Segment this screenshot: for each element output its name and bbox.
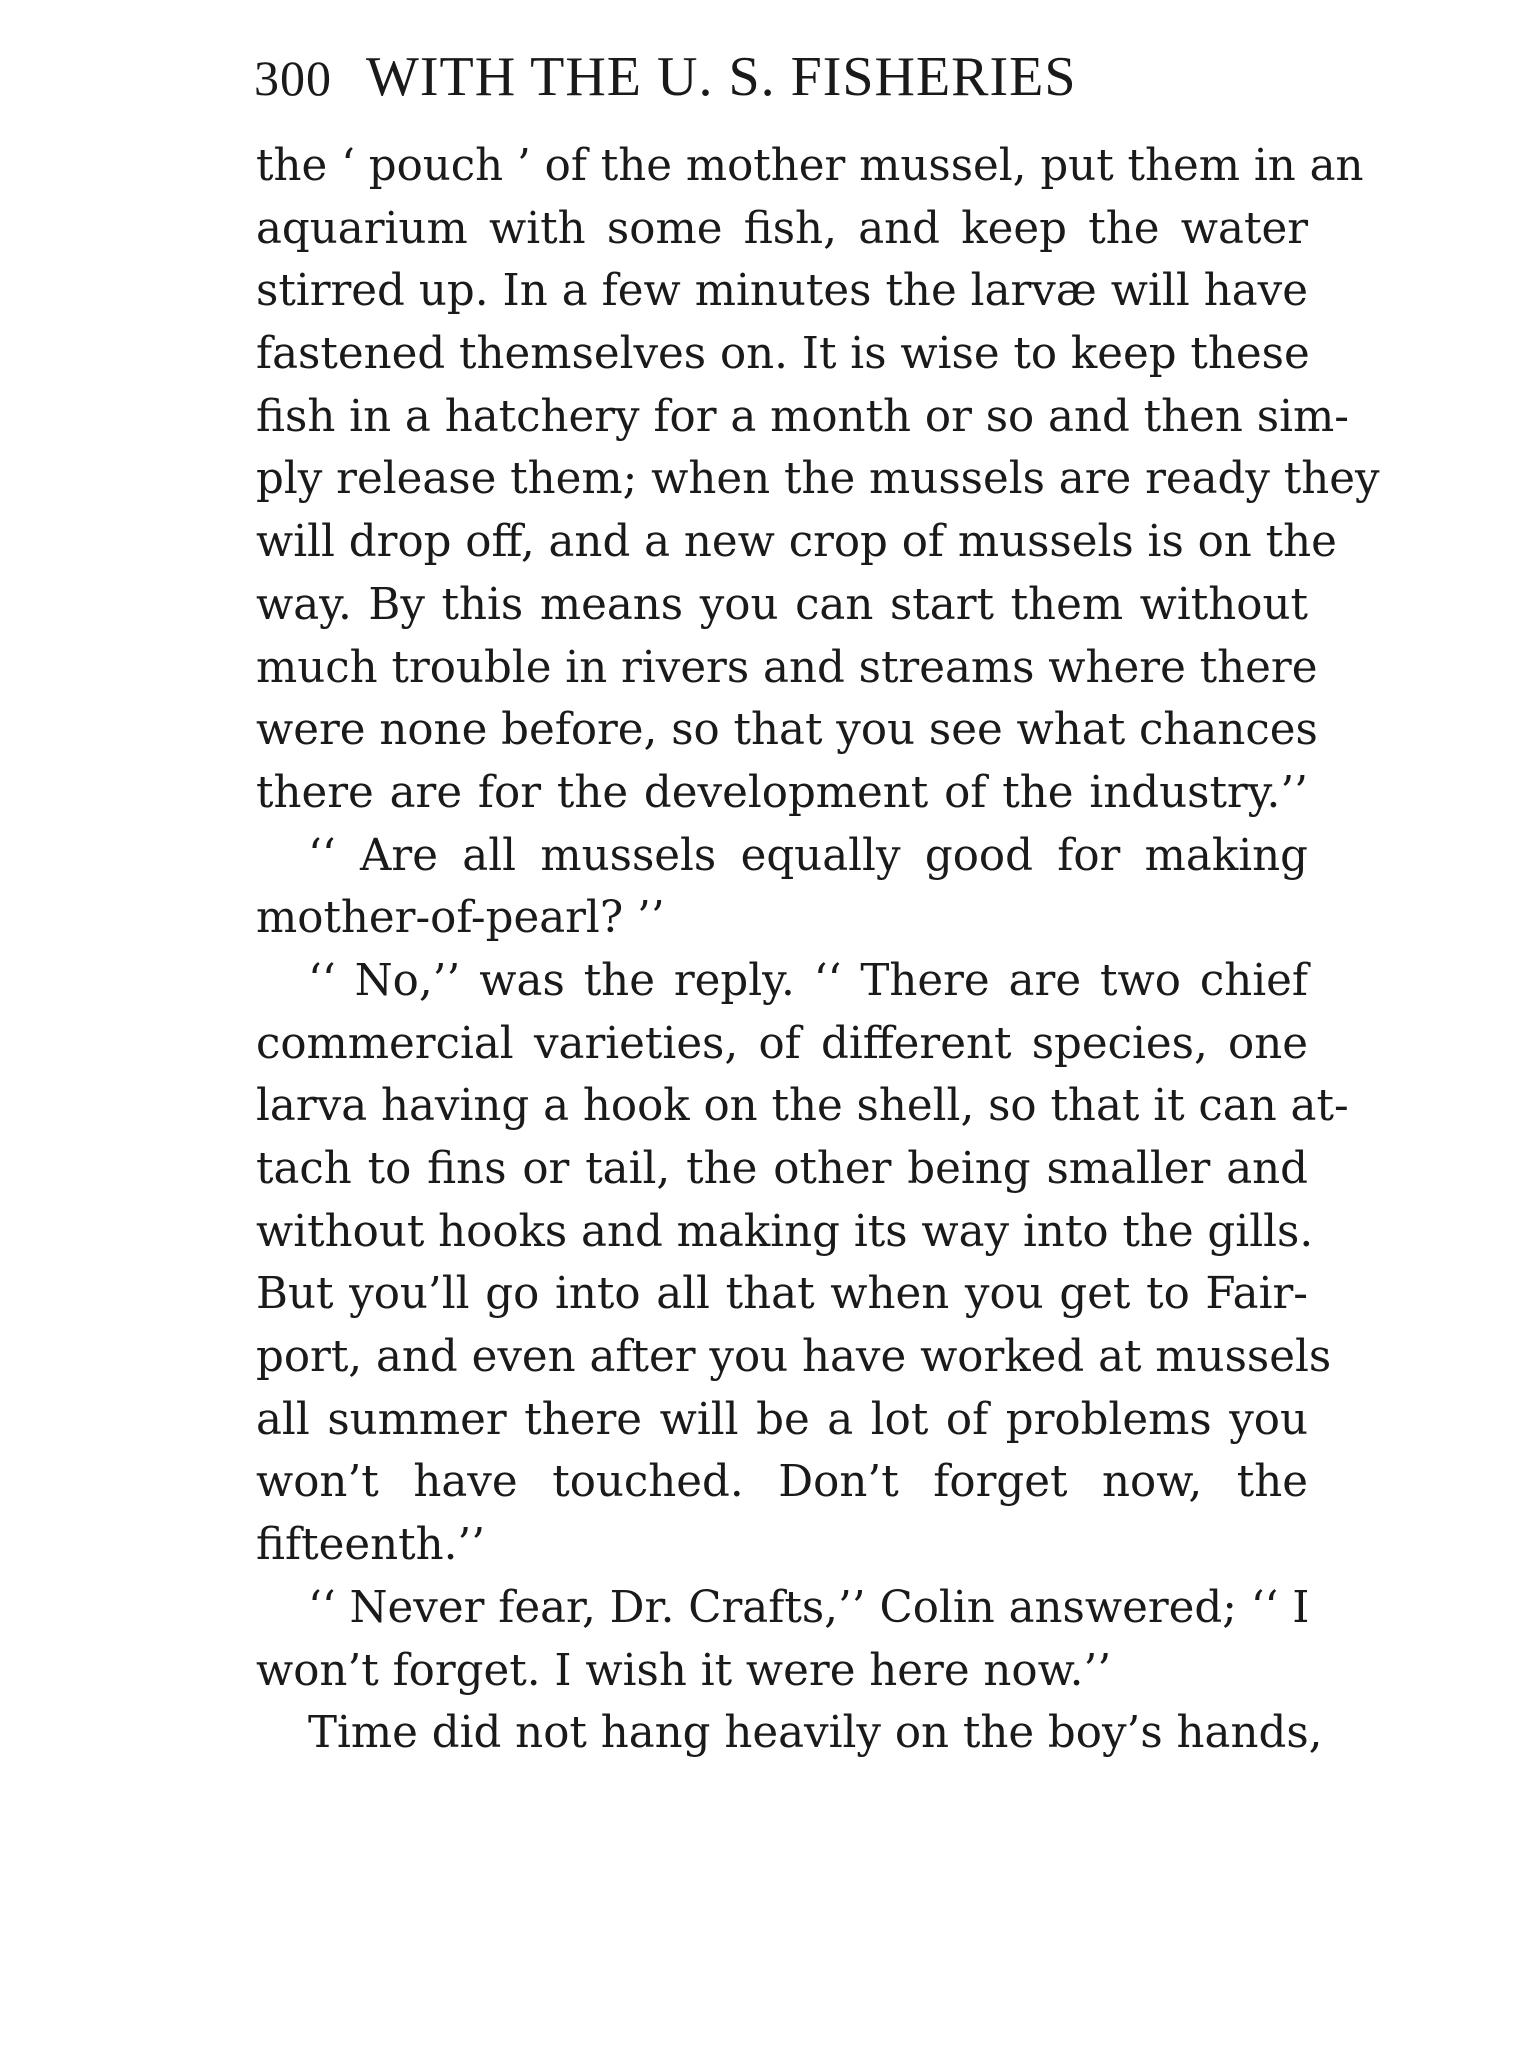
text-line: port, and even after you have worked at mussels (256, 1332, 1332, 1383)
running-title: WITH THE U. S. FISHERIES (366, 46, 1077, 108)
text-line: fastened themselves on. It is wise to keep these (256, 329, 1310, 380)
text-line: won’t forget. I wish it were here now.’’ (256, 1645, 1112, 1696)
text-line: ply release them; when the mussels are ready they (256, 454, 1380, 505)
text-line: fifteenth.’’ (256, 1520, 486, 1571)
text-line: without hooks and making its way into the gills. (256, 1206, 1314, 1257)
text-line: stirred up. In a few minutes the larvæ will have (256, 266, 1308, 317)
text-line: fish in a hatchery for a month or so and then sim- (256, 391, 1349, 442)
text-line: ‘‘ Are all mussels equally good for making (308, 830, 1308, 881)
text-line: much trouble in rivers and streams where there (256, 642, 1318, 693)
text-line: there are for the development of the industry.’’ (256, 767, 1308, 818)
text-line: way. By this means you can start them without (256, 579, 1308, 630)
running-header (254, 42, 1314, 113)
text-line: aquarium with some fish, and keep the water (256, 203, 1308, 254)
text-line: will drop off, and a new crop of mussels is on the (256, 517, 1337, 568)
text-line: ‘‘ No,’’ was the reply. ‘‘ There are two chief (308, 955, 1308, 1006)
text-line: mother-of-pearl? ’’ (256, 893, 665, 944)
text-line: larva having a hook on the shell, so that it can at- (256, 1081, 1349, 1132)
page-number: 300 (254, 50, 332, 106)
text-line: commercial varieties, of different species, one (256, 1018, 1308, 1069)
text-line: But you’ll go into all that when you get to Fair- (256, 1269, 1308, 1320)
text-line: ‘‘ Never fear, Dr. Crafts,’’ Colin answered; ‘‘ I (308, 1582, 1310, 1633)
text-line: the ‘ pouch ’ of the mother mussel, put them in an (256, 141, 1364, 191)
text-line: won’t have touched. Don’t forget now, the (256, 1457, 1308, 1508)
text-line: were none before, so that you see what chances (256, 705, 1318, 756)
body-text (256, 135, 1380, 1765)
text-line: all summer there will be a lot of problems you (256, 1394, 1308, 1445)
text-line: Time did not hang heavily on the boy’s hands, (308, 1708, 1323, 1759)
text-line: tach to fins or tail, the other being smaller and (256, 1144, 1308, 1194)
